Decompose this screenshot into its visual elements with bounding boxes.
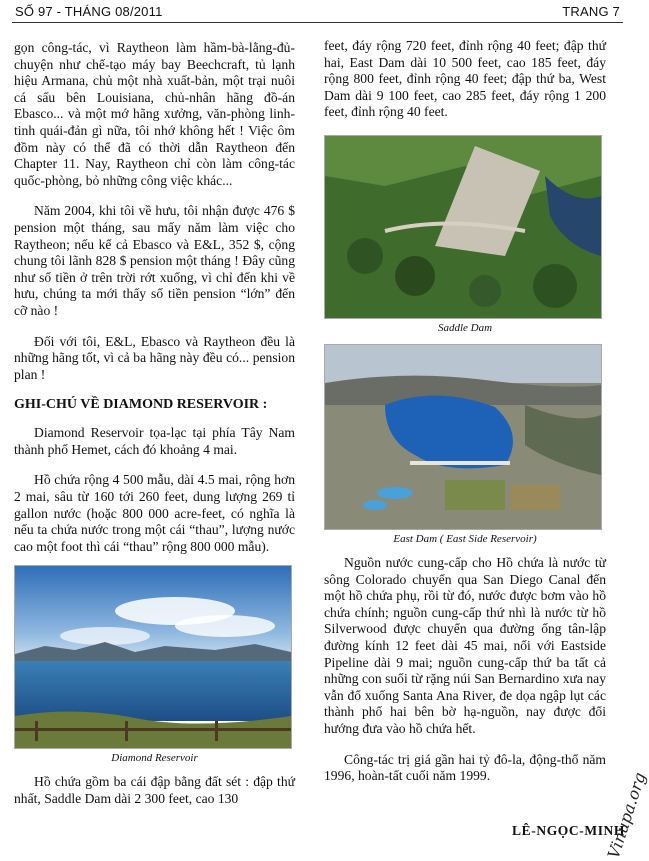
- issue-label: SỐ 97 - THÁNG 08/2011: [15, 4, 163, 19]
- right-column: [324, 30, 606, 799]
- paragraph: Đối với tôi, E&L, Ebasco và Raytheon đều là những hãng tốt, vì cả ba hãng này đều có... pension plan !: [14, 333, 295, 382]
- paragraph: gọn công-tác, vì Raytheon làm hầm-bà-lằng-đủ-chuyện như chế-tạo máy bay Beechcraft, tủ lạnh hiệu Armana, chủ một nhà xuất-bản, một trại nuôi cá sấu bên Louisiana, chủ-nhân hãng đồ-án Ebasco... và một mớ hãng xưởng, văn-phòng linh-tinh quái-đản gì nữa, tôi nhớ không hết ! Việc ôm đồm này có thể đã có thời dẫn Raytheon đến Chapter 11. Nay, Raytheon chỉ còn làm công-tác quốc-phòng, bỏ những công việc khác...: [14, 40, 295, 188]
- paragraph: feet, đáy rộng 720 feet, đỉnh rộng 40 feet; đập thứ hai, East Dam dài 10 500 feet, cao 185 feet, đáy rộng 800 feet, đỉnh rộng 40 feet; đập thứ ba, West Dam dài 9 100 feet, cao 285 feet, đáy rộng 1 200 feet, đỉnh rộng 40 feet.: [324, 38, 606, 120]
- reservoir-aerial-image: [325, 345, 601, 529]
- saddle-dam-photo: [324, 135, 602, 319]
- photo-caption: Diamond Reservoir: [111, 752, 198, 765]
- paragraph: Diamond Reservoir tọa-lạc tại phía Tây Nam thành phố Hemet, cách đó khoảng 4 mai.: [14, 425, 295, 457]
- paragraph: Hồ chứa rộng 4 500 mẫu, dài 4.5 mai, rộng hơn 2 mai, sâu từ 160 tới 260 feet, dung lượng 269 tỉ gallon nước (hoặc 800 000 acre-feet, có nghĩa là nếu ta chứa nước trong một cái “thau”, lượng nước cao một foot thì cái “thau” rộng 800 000 mẫu).: [14, 472, 295, 554]
- site-watermark: Vinupa.org: [603, 770, 649, 861]
- author-signature: LÊ-NGỌC-MINH: [512, 823, 625, 838]
- paragraph: Năm 2004, khi tôi về hưu, tôi nhận được 476 $ pension một tháng, sau mấy năm làm việc cho Raytheon; nếu kể cả Ebasco và E&L, 352 $, cộng chung tôi lãnh 828 $ pension một tháng ! Đây cũng như số tiền ở trên trời rớt xuống, vì chỉ đến khi về hưu, chúng ta mới thấy số tiền pension “lớn” đến cỡ nào !: [14, 203, 295, 318]
- header-rule: [12, 22, 623, 23]
- paragraph: Hồ chứa gồm ba cái đập bằng đất sét : đập thứ nhất, Saddle Dam dài 2 300 feet, cao 130: [14, 774, 295, 807]
- section-title: GHI-CHÚ VỀ DIAMOND RESERVOIR :: [14, 397, 268, 413]
- lake-landscape-image: [15, 566, 291, 748]
- east-dam-photo: [324, 344, 602, 530]
- paragraph: Công-tác trị giá gần hai tỷ đô-la, động-thổ năm 1996, hoàn-tất cuối năm 1999.: [324, 751, 606, 784]
- page-number: TRANG 7: [562, 4, 620, 19]
- photo-caption: East Dam ( East Side Reservoir): [393, 532, 537, 545]
- left-column: [14, 30, 295, 822]
- paragraph: Nguồn nước cung-cấp cho Hồ chứa là nước từ sông Colorado chuyển qua San Diego Canal đến một hồ chứa phụ, rồi từ đó, nước được bơm vào hồ chứa chính; nguồn cung-cấp thứ nhì là nước từ hồ Silverwood được chuyển qua đường ống tân-lập đường kính 12 feet dài 45 mai, nối với Eastside Pipeline dài 9 mai; nguồn cung-cấp thứ ba tất cả những con suối từ rặng núi San Bernardino xưa nay vẫn đổ xuống Santa Ana River, đe dọa ngập lụt các thành phố hai bên bờ hạ-nguồn, nay được đổi hướng đưa vào hồ chứa hết.: [324, 554, 606, 736]
- page-header: [0, 0, 635, 24]
- dam-aerial-image: [325, 136, 601, 318]
- diamond-reservoir-photo: [14, 565, 292, 749]
- photo-caption: Saddle Dam: [437, 321, 493, 334]
